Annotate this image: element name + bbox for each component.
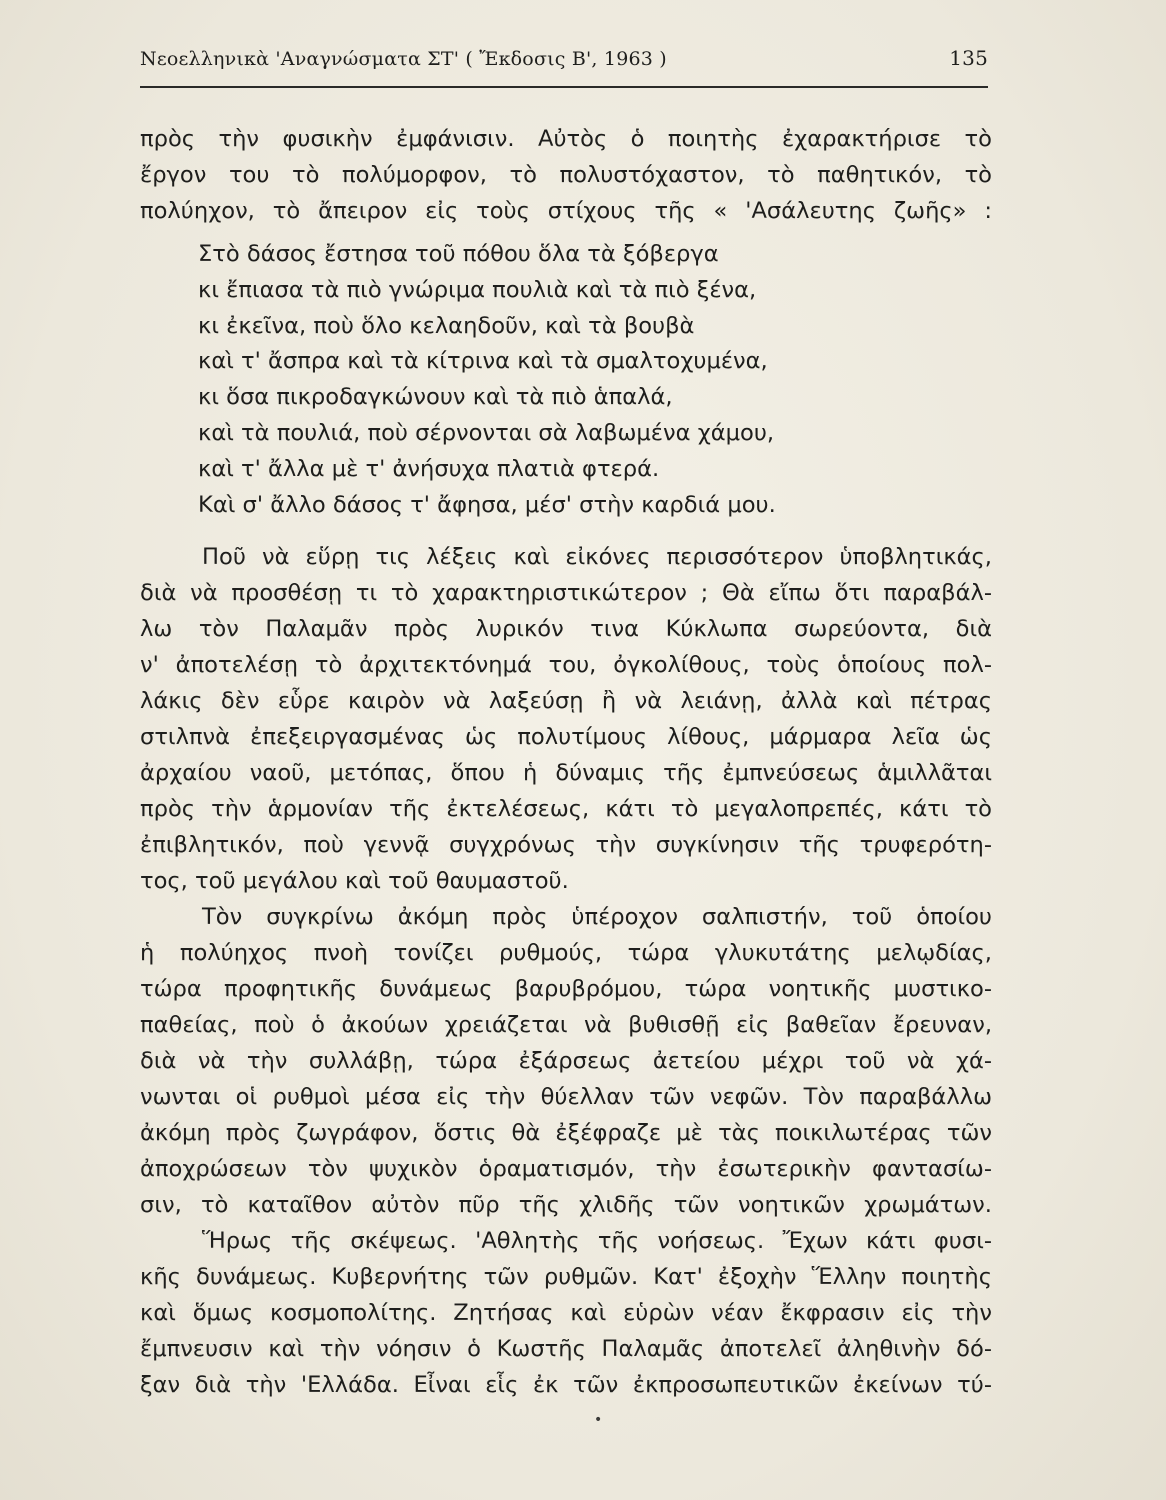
text-line: στιλπνὰ ἐπεξειργασμένας ὡς πολυτίμους λίθους, μάρμαρα λεῖα ὡς	[140, 724, 992, 751]
page-header	[140, 46, 988, 76]
text-line: διὰ νὰ τὴν συλλάβῃ, τώρα ἐξάρσεως ἀετείου μέχρι τοῦ νὰ χά-	[140, 1048, 992, 1075]
text-line: ἀκόμη πρὸς ζωγράφον, ὅστις θὰ ἐξέφραζε μὲ τὰς ποικιλωτέρας τῶν	[140, 1120, 992, 1147]
poem-line: Καὶ σ' ἄλλο δάσος τ' ἄφησα, μέσ' στὴν καρδιά μου.	[198, 491, 776, 518]
text-line: πολύηχον, τὸ ἄπειρον εἰς τοὺς στίχους τῆς « 'Ασάλευτης ζωῆς» :	[140, 198, 992, 224]
text-line: ἔμπνευσιν καὶ τὴν νόησιν ὁ Κωστῆς Παλαμᾶς ἀποτελεῖ ἀληθινὴν δό-	[140, 1336, 992, 1363]
poem-line: καὶ τ' ἄλλα μὲ τ' ἀνήσυχα πλατιὰ φτερά.	[198, 455, 660, 482]
text-line: ξαν διὰ τὴν 'Ελλάδα. Εἶναι εἷς ἐκ τῶν ἐκπροσωπευτικῶν ἐκείνων τύ-	[140, 1372, 992, 1399]
header-rule	[140, 86, 988, 88]
text-line: σιν, τὸ καταῖθον αὐτὸν πῦρ τῆς χλιδῆς τῶν νοητικῶν χρωμάτων.	[140, 1192, 992, 1219]
text-line: ἔργον του τὸ πολύμορφον, τὸ πολυστόχαστον, τὸ παθητικόν, τὸ	[140, 162, 992, 188]
poem-line: κι ὅσα πικροδαγκώνουν καὶ τὰ πιὸ ἁπαλά,	[198, 384, 673, 411]
text-line: ἀρχαίου ναοῦ, μετόπας, ὅπου ἡ δύναμις τῆς ἐμπνεύσεως ἁμιλλᾶται	[140, 760, 992, 787]
poem-line: κι ἔπιασα τὰ πιὸ γνώριμα πουλιὰ καὶ τὰ πιὸ ξένα,	[198, 276, 757, 303]
text-line: Τὸν συγκρίνω ἀκόμη πρὸς ὑπέροχον σαλπιστήν, τοῦ ὁποίου	[202, 904, 992, 931]
text-line: ἡ πολύηχος πνοὴ τονίζει ρυθμούς, τώρα γλυκυτάτης μελῳδίας,	[140, 940, 992, 967]
poem-line: κι ἐκεῖνα, ποὺ ὅλο κελαηδοῦν, καὶ τὰ βουβὰ	[198, 312, 695, 339]
text-line: τος, τοῦ μεγάλου καὶ τοῦ θαυμαστοῦ.	[140, 868, 569, 895]
text-line: Ποῦ νὰ εὕρῃ τις λέξεις καὶ εἰκόνες περισσότερον ὑποβλητικάς,	[202, 544, 992, 571]
body-text	[140, 121, 992, 1403]
intro-paragraph	[140, 121, 992, 229]
text-line: ἀποχρώσεων τὸν ψυχικὸν ὁραματισμόν, τὴν ἐσωτερικὴν φαντασίω-	[140, 1156, 992, 1183]
spacer	[140, 531, 992, 539]
running-title: Νεοελληνικὰ 'Αναγνώσματα ΣΤ' ( Ἔκδοσις Β', 1963 )	[140, 48, 667, 70]
poem-line: Στὸ δάσος ἔστησα τοῦ πόθου ὅλα τὰ ξόβεργα	[198, 241, 719, 267]
text-line: κῆς δυνάμεως. Κυβερνήτης τῶν ρυθμῶν. Κατ' ἐξοχὴν Ἕλλην ποιητὴς	[140, 1264, 992, 1291]
text-line: πρὸς τὴν ἁρμονίαν τῆς ἐκτελέσεως, κάτι τὸ μεγαλοπρεπές, κάτι τὸ	[140, 796, 992, 823]
text-line: λω τὸν Παλαμᾶν πρὸς λυρικόν τινα Κύκλωπα σωρεύοντα, διὰ	[140, 616, 992, 643]
text-line: τώρα προφητικῆς δυνάμεως βαρυβρόμου, τώρα νοητικῆς μυστικο-	[140, 976, 992, 1003]
paragraph-hero	[140, 1223, 992, 1403]
text-line: ν' ἀποτελέσῃ τὸ ἀρχιτεκτόνημά του, ὀγκολίθους, τοὺς ὁποίους πολ-	[140, 652, 992, 679]
text-line: ἐπιβλητικόν, ποὺ γεννᾷ συγχρόνως τὴν συγκίνησιν τῆς τρυφερότη-	[140, 832, 992, 859]
page-number: 135	[949, 46, 988, 70]
poem-quotation	[140, 237, 992, 523]
text-line: διὰ νὰ προσθέσῃ τι τὸ χαρακτηριστικώτερον ; Θὰ εἴπω ὅτι παραβάλ-	[140, 580, 992, 607]
paragraph-cyclops	[140, 539, 992, 899]
poem-line: καὶ τὰ πουλιά, ποὺ σέρνονται σὰ λαβωμένα χάμου,	[198, 419, 775, 446]
text-line: παθείας, ποὺ ὁ ἀκούων χρειάζεται νὰ βυθισθῇ εἰς βαθεῖαν ἔρευναν,	[140, 1012, 992, 1039]
text-line: νωνται οἱ ρυθμοὶ μέσα εἰς τὴν θύελλαν τῶν νεφῶν. Τὸν παραβάλλω	[140, 1084, 992, 1111]
text-line: καὶ ὅμως κοσμοπολίτης. Ζητήσας καὶ εὑρὼν νέαν ἔκφρασιν εἰς τὴν	[140, 1300, 992, 1327]
poem-line: καὶ τ' ἄσπρα καὶ τὰ κίτρινα καὶ τὰ σμαλτοχυμένα,	[198, 348, 768, 375]
paragraph-trumpeter	[140, 899, 992, 1223]
ink-mark: •	[594, 1412, 603, 1428]
text-line: πρὸς τὴν φυσικὴν ἐμφάνισιν. Αὐτὸς ὁ ποιητὴς ἐχαρακτήρισε τὸ	[140, 126, 992, 152]
text-line: Ἥρως τῆς σκέψεως. 'Αθλητὴς τῆς νοήσεως. Ἔχων κάτι φυσι-	[202, 1228, 992, 1255]
text-line: λάκις δὲν εὗρε καιρὸν νὰ λαξεύσῃ ἢ νὰ λειάνῃ, ἀλλὰ καὶ πέτρας	[140, 688, 992, 715]
